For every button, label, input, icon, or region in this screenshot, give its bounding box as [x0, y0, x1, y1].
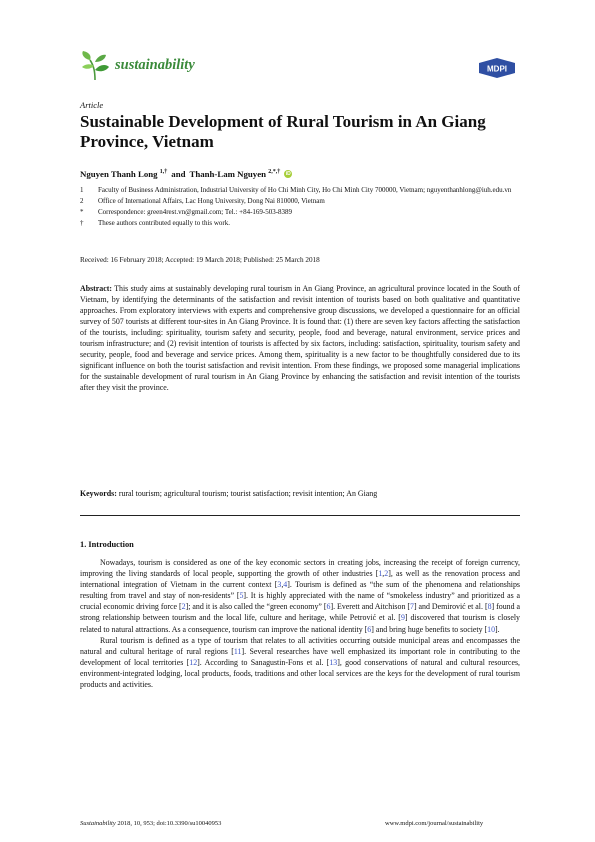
keywords-text: rural tourism; agricultural tourism; tourist satisfaction; revisit intention; An Giang — [118, 489, 378, 498]
footer-citation — [80, 820, 221, 827]
citation-link[interactable]: 2 — [384, 569, 389, 579]
affiliation-item — [80, 185, 520, 196]
citation-link[interactable]: 1 — [378, 569, 383, 579]
citation-link[interactable]: 9 — [400, 613, 405, 623]
citation-link[interactable]: 10 — [487, 624, 496, 634]
citation-link[interactable]: 2 — [181, 602, 186, 612]
citation-link[interactable]: 5 — [239, 591, 244, 601]
mdpi-logo-text: MDPI — [487, 64, 507, 74]
affiliation-mark: 1 — [80, 186, 84, 194]
affiliation-mark: 2 — [80, 197, 84, 205]
citation-link[interactable]: 4 — [283, 580, 288, 590]
citation-link[interactable]: 3 — [277, 580, 282, 590]
section-heading: 1. Introduction — [80, 540, 134, 549]
keywords — [80, 488, 520, 499]
citation-link[interactable]: 6 — [367, 624, 372, 634]
abstract-text: This study aims at sustainably developing rural tourism in An Giang Province, an agricultural province located in the South of Vietnam, by identifying the determinants of the satisfaction and revisit intention of tourists based on both qualitative and quantitative approaches. From exploratory interviews with experts and comprehensive group discussions, we developed a questionnaire for an official survey of 507 tourists at different tour-sites in An Giang Province. It is found that: (1) there are seven key factors affecting the satisfaction of the tourists, including: spirituality, tourism safety and security, people, food and beverage, natural environment, service prices and tourism infrastructure; and (2) revisit intention of tourists is affected by six factors, including: satisfaction, spirituality, tourism safety and security, people, food and beverage and service prices. Among them, spirituality is a new factor to be thoughtfully considered due to its significant influence on both the tourist satisfaction and revisit intention. From these findings, we proposed some managerial implications for the sustainable development of rural tourism in An Giang Province by enhancing the satisfaction and revisit intention of the tourists after they visit the province. — [80, 284, 520, 393]
citation-link[interactable]: 11 — [233, 646, 242, 656]
footer-citation-details: 2018, 10, 953; doi:10.3390/su10040953 — [115, 820, 222, 827]
citation-link[interactable]: 7 — [410, 602, 414, 612]
citation-link[interactable]: 12 — [189, 657, 198, 667]
author-conjunction: and — [171, 169, 186, 179]
affiliation-item — [80, 207, 520, 218]
citation-link[interactable]: 6 — [326, 602, 331, 612]
footer-journal: Sustainability — [80, 820, 116, 827]
journal-name: sustainability — [115, 57, 195, 73]
orcid-icon[interactable]: iD — [285, 171, 291, 177]
keywords-label: Keywords: — [80, 489, 117, 498]
abstract — [80, 283, 520, 393]
author-name[interactable]: Nguyen Thanh Long $^{1,\dagger}$ — [80, 169, 168, 179]
footer-url[interactable]: www.mdpi.com/journal/sustainability — [385, 820, 484, 827]
sustainability-leaf-logo — [80, 50, 110, 82]
affiliation-text: Office of International Affairs, Lac Hong University, Dong Nai 810000, Vietnam — [98, 197, 325, 205]
affiliation-item — [80, 218, 520, 229]
affiliation-mark: † — [80, 219, 84, 227]
paragraph: Rural tourism is defined as a type of tourism that relates to all activities occurring outside municipal areas and encompasses the natural and cultural heritage of rural regions [11]. Several researches have well emphasized its important role in contributing to the development of local territories [12]. According to Sanagustin-Fons et al. [13], good conservations of natural and cultural resources, environment-integrated lodging, local products, foods, traditions and other local services are the keys for the development of rural tourism products and activities. — [80, 635, 520, 690]
paragraph: Nowadays, tourism is considered as one of the key economic sectors in creating jobs, increasing the receipt of foreign currency, improving the living standards of local people, supporting the growth of other industries [1,2], as well as the renovation process and international integration of Vietnam in the current context [3,4]. Tourism is defined as “the sum of the phenomena and relationships resulting from travel and stay of non-residents” [5]. It is highly appreciated with the name of “smokeless industry” and prioritized as a crucial economic driving force [2]; and it is also called the “green economy” [6]. Everett and Aitchison [7] and Demirović et al. [8] found a strong relationship between tourism and the local life, culture and heritage, while Petrović et al. [9] discovered that tourism is closely related to natural attractions. As a consequence, tourism can improve the national identity [6] and bring huge benefits to society [10]. — [80, 558, 521, 634]
affiliations — [80, 185, 520, 229]
citation-link[interactable]: 8 — [487, 602, 492, 612]
publication-dates: Received: 16 February 2018; Accepted: 19 March 2018; Published: 25 March 2018 — [80, 256, 320, 264]
citation-link[interactable]: 13 — [329, 657, 338, 667]
affiliation-item — [80, 196, 520, 207]
correspondence-text[interactable]: Correspondence: green4rest.vn@gmail.com; Tel.: +84-169-503-8389 — [98, 208, 293, 216]
affiliation-mark: * — [80, 208, 84, 216]
paper-title: Sustainable Development of Rural Tourism in An Giang Province, Vietnam — [80, 112, 486, 151]
section-divider — [80, 515, 520, 516]
affiliation-text: Faculty of Business Administration, Industrial University of Ho Chi Minh City, Ho Chi Minh City 700000, Vietnam; nguyenthanhlong@iuh.edu.vn — [98, 186, 512, 194]
introduction-body — [80, 557, 520, 690]
author-line — [80, 169, 292, 179]
abstract-label: Abstract: — [80, 284, 112, 293]
mdpi-logo — [477, 58, 517, 78]
equal-contribution-note: These authors contributed equally to this work. — [98, 219, 230, 227]
author-name[interactable]: Thanh-Lam Nguyen $^{2,*,\dagger}$ — [189, 169, 281, 179]
article-type: Article — [80, 100, 104, 110]
